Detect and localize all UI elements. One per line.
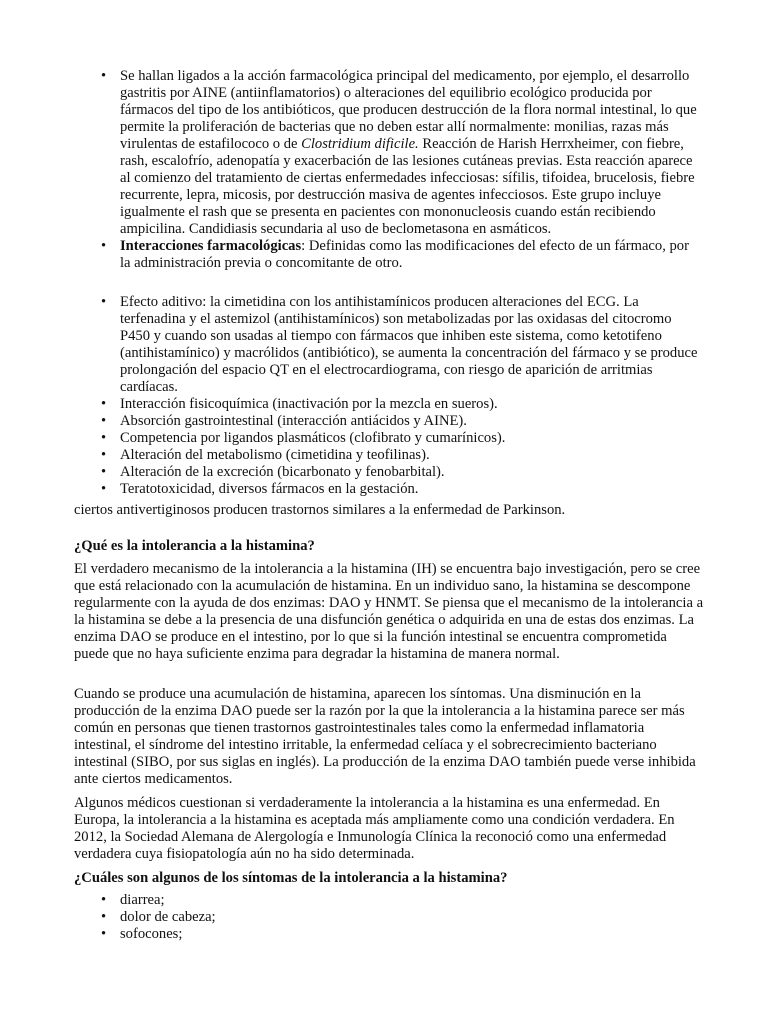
italic-species-name: Clostridium dificile. xyxy=(301,136,419,152)
adverse-effects-list xyxy=(101,68,701,272)
list-item: • Absorción gastrointestinal (interacción antiácidos y AINE). xyxy=(101,413,701,430)
section-heading: ¿Cuáles son algunos de los síntomas de la intolerancia a la histamina? xyxy=(74,870,508,886)
interactions-list xyxy=(101,294,701,498)
list-item: • Alteración del metabolismo (cimetidina y teofilinas). xyxy=(101,447,701,464)
list-item xyxy=(101,68,701,238)
list-item: • Efecto aditivo: la cimetidina con los antihistamínicos producen alteraciones del ECG. La terfenadina y el astemizol (antihistamínicos) son metabolizadas por las oxidasas del citocromo P450 y cuando son usadas al tiempo con fármacos que inhiben este sistema, como ketotifeno (antihistamínico) y macrólidos (antibiótico), se aumenta la concentración del fármaco y se produce prolongación del espacio QT en el electrocardiograma, con riesgo de aparición de arritmias cardíacas. xyxy=(101,294,701,396)
list-item-text: Se hallan ligados a la acción farmacológica principal del medicamento, por ejemplo, el desarrollo gastritis por AINE (antiinflamatorios) o alteraciones del equilibrio ecológico producida por fármacos del tipo de los antibióticos, que producen destrucción de la flora normal intestinal, lo que permite la proliferación de bacterias que no deben estar allí normalmente: monilias, razas más virulentas de estafilococo o de xyxy=(120,68,697,152)
list-item: • Competencia por ligandos plasmáticos (clofibrato y cumarínicos). xyxy=(101,430,701,447)
list-item: • Alteración de la excreción (bicarbonato y fenobarbital). xyxy=(101,464,701,481)
list-item: • Teratotoxicidad, diversos fármacos en la gestación. xyxy=(101,481,701,498)
list-item: • sofocones; xyxy=(101,926,401,943)
text-fragment: ciertos antivertiginosos producen trastornos similares a la enfermedad de Parkinson. xyxy=(74,502,566,518)
section-heading: ¿Qué es la intolerancia a la histamina? xyxy=(74,538,315,554)
paragraph: Algunos médicos cuestionan si verdaderamente la intolerancia a la histamina es una enfermedad. En Europa, la intolerancia a la histamina es aceptada más ampliamente como una condición verdadera. En 2012, la Sociedad Alemana de Alergología e Inmunología Clínica la reconoció como una enfermedad verdadera cuya fisiopatología aún no ha sido determinada. xyxy=(74,795,675,862)
list-item: • Interacción fisicoquímica (inactivación por la mezcla en sueros). xyxy=(101,396,701,413)
paragraph: Cuando se produce una acumulación de histamina, aparecen los síntomas. Una disminución en la producción de la enzima DAO puede ser la razón por la que la intolerancia a la histamina parece ser más común en personas que tienen trastornos gastrointestinales tales como la enfermedad inflamatoria intestinal, el síndrome del intestino irritable, la enfermedad celíaca y el sobrecrecimiento bacteriano intestinal (SIBO, por sus siglas en inglés). La producción de la enzima DAO también puede verse inhibida ante ciertos medicamentos. xyxy=(74,686,696,787)
paragraph: El verdadero mecanismo de la intolerancia a la histamina (IH) se encuentra bajo investigación, pero se cree que está relacionado con la acumulación de histamina. En un individuo sano, la histamina se descompone regularmente con la ayuda de dos enzimas: DAO y HNMT. Se piensa que el mecanismo de la intolerancia a la histamina se debe a la presencia de una disfunción genética o adquirida en una de estas dos enzimas. La enzima DAO se produce en el intestino, por lo que si la función intestinal se encuentra comprometida puede que no haya suficiente enzima para degradar la histamina de manera normal. xyxy=(74,561,704,662)
list-item xyxy=(101,238,701,272)
list-item-text-continued: Reacción de Harish Herrxheimer, con fiebre, rash, escalofrío, adenopatía y exacerbación de las lesiones cutáneas previas. Esta reacción aparece al comienzo del tratamiento de ciertas enfermedades infecciosas: sífilis, tifoidea, brucelosis, fiebre recurrente, lepra, micosis, por destrucción masiva de agentes infecciosos. Este grupo incluye igualmente el rash que se presenta en pacientes con mononucleosis cuando están recibiendo ampicilina. Candidiasis secundaria al uso de beclometasona en asmáticos. xyxy=(120,136,695,237)
list-item-text: : Definidas como las modificaciones del efecto de un fármaco, por la administración previa o concomitante de otro. xyxy=(120,238,689,271)
list-item: • dolor de cabeza; xyxy=(101,909,401,926)
bold-term: Interacciones farmacológicas xyxy=(120,238,302,254)
list-item: • diarrea; xyxy=(101,892,401,909)
symptoms-list xyxy=(101,892,401,943)
